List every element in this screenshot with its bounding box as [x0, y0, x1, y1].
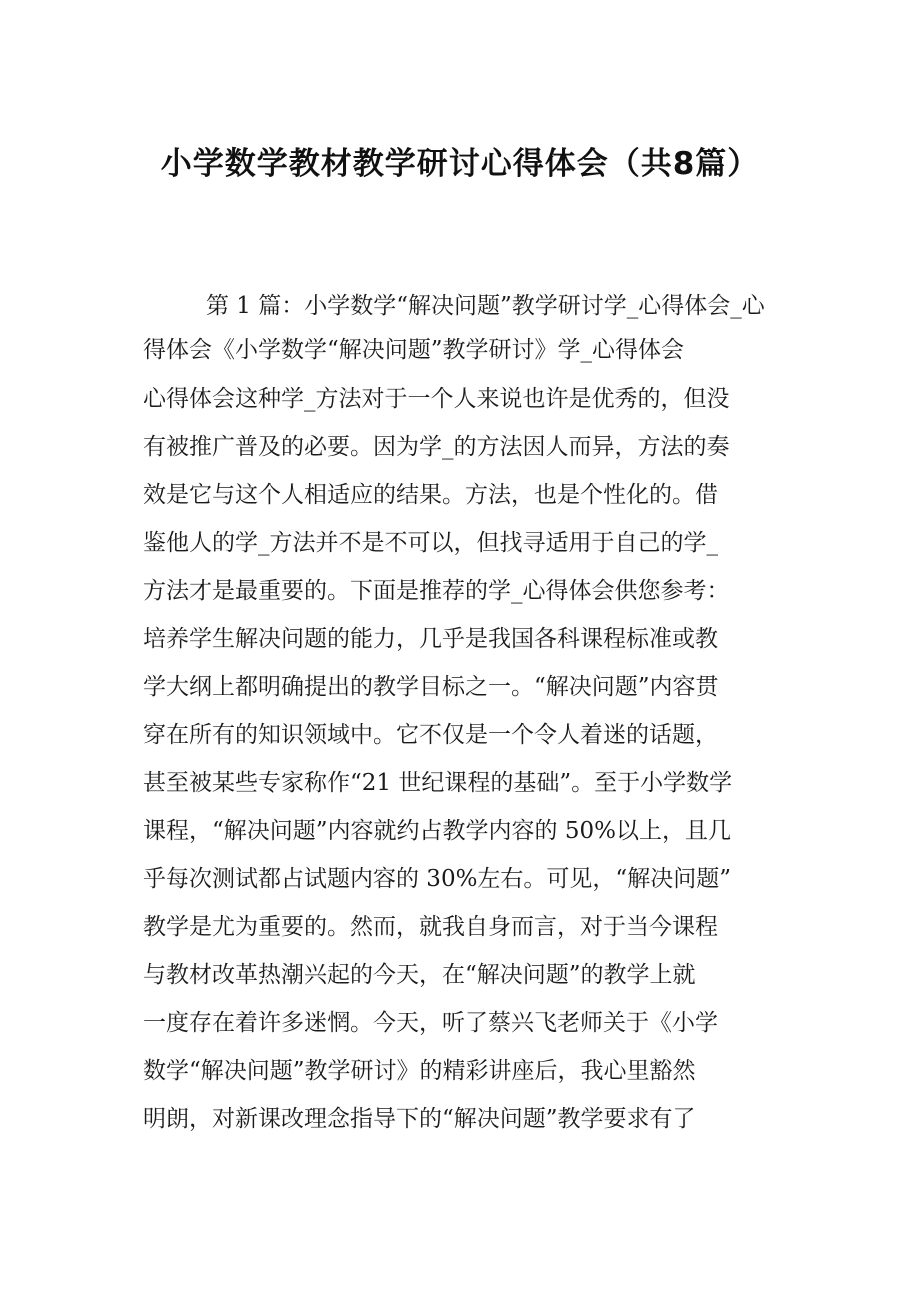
body-line: 培养学生解决问题的能力，几乎是我国各科课程标准或教 — [143, 626, 718, 652]
body-line: 明朗，对新课改理念指导下的“解决问题”教学要求有了 — [143, 1106, 696, 1132]
body-line: 穿在所有的知识领域中。它不仅是一个令人着迷的话题， — [143, 722, 718, 748]
section-heading: 第 1 篇：小学数学“解决问题”教学研讨学_心得体会_心得体会《小学数学“解决问题”教学研讨》学_心得体会 — [143, 293, 765, 363]
body-line: 心得体会这种学_方法对于一个人来说也许是优秀的，但没 — [143, 386, 730, 412]
body-line: 有被推广普及的必要。因为学_的方法因人而异，方法的奏 — [143, 434, 730, 460]
body-line: 学大纲上都明确提出的教学目标之一。“解决问题”内容贯 — [143, 674, 719, 700]
body-line: 甚至被某些专家称作“21 世纪课程的基础”。至于小学数学 — [143, 770, 733, 796]
body-line: 数学“解决问题”教学研讨》的精彩讲座后，我心里豁然 — [143, 1058, 696, 1084]
document-title: 小学数学教材教学研讨心得体会（共8篇） — [160, 146, 760, 182]
body-line: 鉴他人的学_方法并不是不可以，但找寻适用于自己的学_ — [143, 530, 718, 556]
body-line: 一度存在着许多迷惘。今天，听了蔡兴飞老师关于《小学 — [143, 1010, 718, 1036]
document-body — [143, 284, 779, 1143]
body-line: 方法才是最重要的。下面是推荐的学_心得体会供您参考： — [143, 578, 730, 604]
body-line: 效是它与这个人相适应的结果。方法，也是个性化的。借 — [143, 482, 718, 508]
body-line: 与教材改革热潮兴起的今天，在“解决问题”的教学上就 — [143, 962, 696, 988]
body-text — [143, 375, 779, 1143]
body-line: 课程，“解决问题”内容就约占教学内容的 50%以上，且几 — [143, 818, 731, 844]
body-line: 教学是尤为重要的。然而，就我自身而言，对于当今课程 — [143, 914, 718, 940]
body-line: 乎每次测试都占试题内容的 30%左右。可见，“解决问题” — [143, 866, 731, 892]
